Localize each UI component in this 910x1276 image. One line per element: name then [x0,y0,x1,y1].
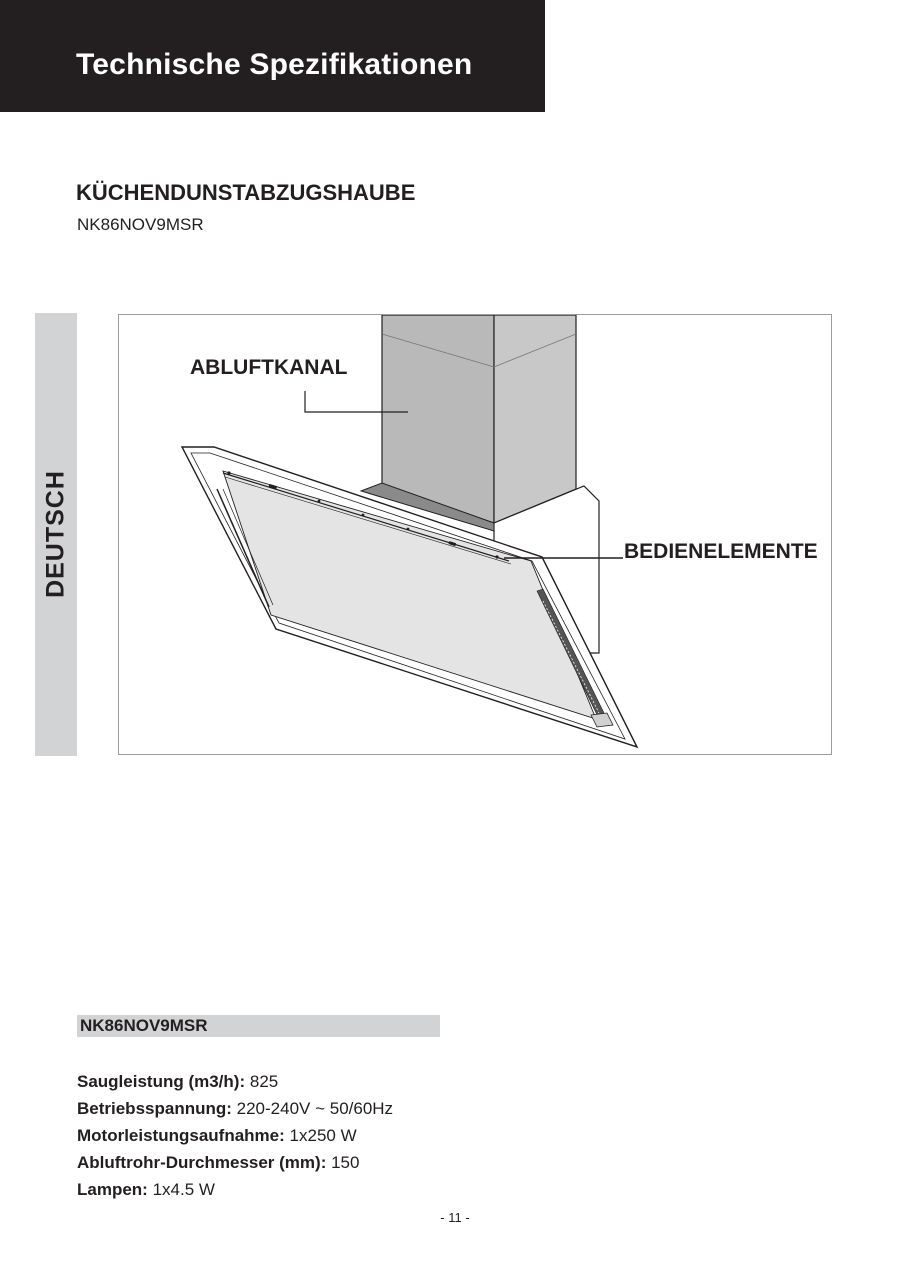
spec-row-duct-diameter [77,1149,393,1176]
spec-row-suction [77,1068,393,1095]
page-title: Technische Spezifikationen [76,48,473,81]
spec-value: 825 [249,1072,279,1091]
spec-value: 220-240V ~ 50/60Hz [236,1099,394,1118]
cooker-hood-illustration [119,315,832,755]
exhaust-duct-right-face [494,315,576,523]
spec-row-voltage [77,1095,393,1122]
page-number: - 11 - [440,1210,470,1225]
spec-value: 1x250 W [289,1126,357,1145]
spec-value: 1x4.5 W [152,1180,215,1199]
spec-label: Lampen: [77,1180,148,1199]
spec-label: Betriebsspannung: [77,1099,232,1118]
spec-label: Motorleistungsaufnahme: [77,1126,285,1145]
language-label: DEUTSCH [41,470,70,598]
spec-value: 150 [331,1153,360,1172]
spec-label: Saugleistung (m3/h): [77,1072,246,1091]
duct-callout-label: ABLUFTKANAL [190,356,348,379]
spec-heading: NK86NOV9MSR [80,1016,208,1035]
product-type-heading: KÜCHENDUNSTABZUGSHAUBE [76,180,416,205]
spec-row-lamps [77,1176,393,1203]
model-number: NK86NOV9MSR [77,215,204,234]
controls-callout-label: BEDIENELEMENTE [624,540,818,563]
product-illustration-frame [118,314,832,755]
spec-row-motor-power [77,1122,393,1149]
spec-label: Abluftrohr-Durchmesser (mm): [77,1153,327,1172]
spec-list [77,1068,393,1203]
